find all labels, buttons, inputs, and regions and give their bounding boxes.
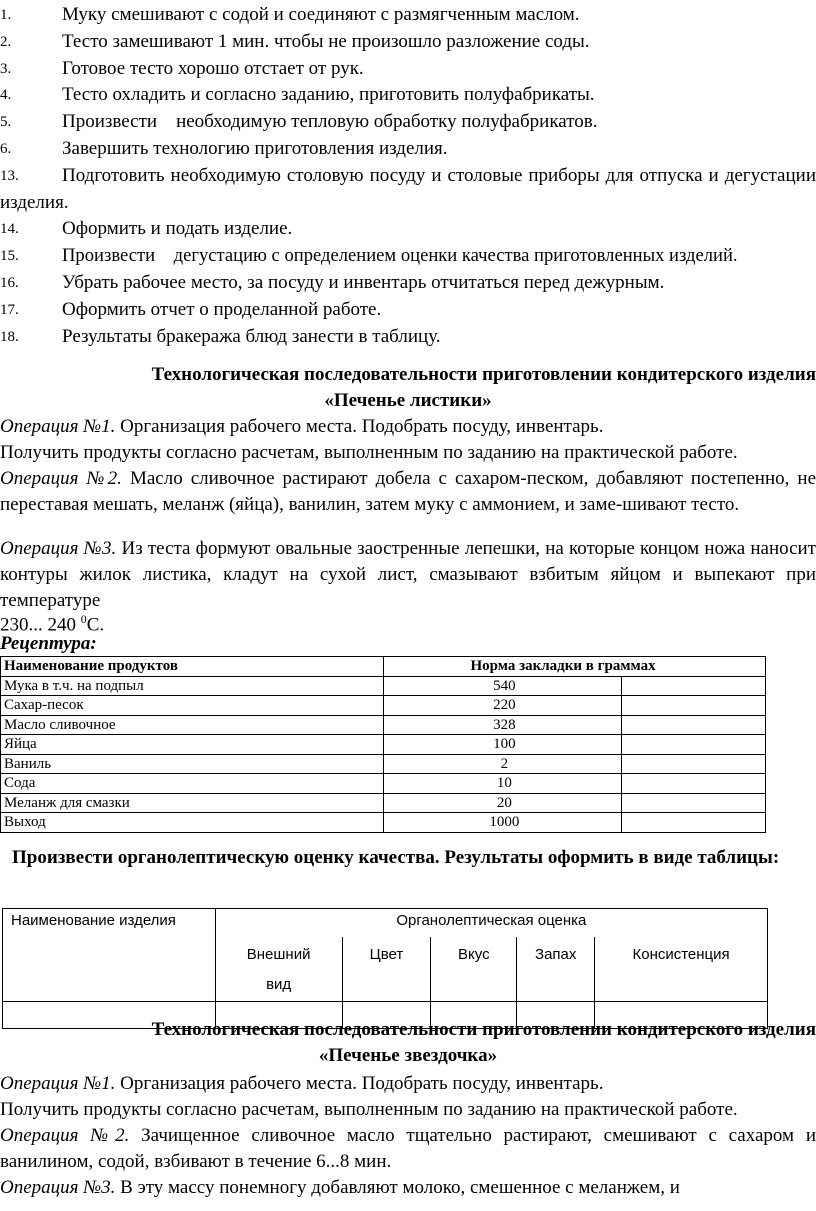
empty-cell — [622, 754, 766, 774]
amount-cell: 100 — [384, 735, 622, 755]
operation-label: Операция №1. — [0, 416, 116, 437]
product-cell: Яйца — [1, 735, 384, 755]
table-row — [1, 715, 766, 735]
step-text: Оформить и подать изделие. — [62, 218, 293, 240]
amount-cell: 1000 — [384, 813, 622, 833]
amount-cell: 328 — [384, 715, 622, 735]
table-row — [1, 774, 766, 794]
list-item — [0, 270, 816, 297]
subheader-appearance — [215, 937, 342, 1002]
step-number: 18. — [0, 328, 19, 345]
header-norm: Норма закладки в граммах — [384, 657, 766, 677]
step-text: Произвести дегустацию с определением оценки качества приготовленных изделий. — [62, 245, 738, 267]
header-product: Наименование продуктов — [1, 657, 384, 677]
step-text: Муку смешивают с содой и соединяют с размягченным маслом. — [62, 4, 580, 25]
evaluation-table — [2, 908, 768, 1029]
step-number: 1. — [0, 7, 12, 23]
step-number: 6. — [0, 140, 12, 157]
product-cell: Мука в т.ч. на подпыл — [1, 676, 384, 696]
empty-cell — [622, 715, 766, 735]
list-item — [0, 163, 816, 217]
empty-cell — [622, 793, 766, 813]
header-product-name: Наименование изделия — [3, 909, 216, 1002]
product-cell: Меланж для смазки — [1, 793, 384, 813]
product-cell: Ваниль — [1, 754, 384, 774]
amount-cell: 220 — [384, 696, 622, 716]
subheader-taste: Вкус — [431, 937, 517, 1002]
subheader-consistency: Консистенция — [595, 937, 768, 1002]
operation-1 — [0, 414, 816, 440]
step-number: 2. — [0, 33, 12, 50]
table-header-row — [1, 657, 766, 677]
operation-text: Организация рабочего места. Подобрать посуду, инвентарь. — [115, 416, 604, 437]
step-number: 5. — [0, 114, 12, 131]
amount-cell: 20 — [384, 793, 622, 813]
empty-cell — [622, 696, 766, 716]
section2-subtitle: «Печенье звездочка» — [318, 1045, 498, 1066]
step-number: 4. — [0, 87, 12, 104]
product-cell: Сода — [1, 774, 384, 794]
step-text: Готовое тесто хорошо отстает от рук. — [62, 57, 364, 79]
step-text: Завершить технологию приготовления изделия. — [62, 137, 448, 159]
amount-cell: 540 — [384, 676, 622, 696]
list-item — [0, 109, 816, 136]
operation-label: Операция №2. — [0, 468, 122, 489]
empty-cell — [622, 676, 766, 696]
steps-list — [0, 2, 816, 350]
product-cell: Выход — [1, 813, 384, 833]
subheader-smell: Запах — [517, 937, 595, 1002]
operation-label: Операция №2. — [0, 1125, 130, 1146]
operation-2 — [0, 1123, 816, 1175]
appearance-line-1: Внешний — [246, 946, 311, 963]
section1-subtitle: «Печенье листики» — [324, 390, 492, 411]
list-item — [0, 324, 816, 351]
step-text: Результаты бракеража блюд занести в таблицу. — [62, 325, 441, 347]
header-organoleptic: Органолептическая оценка — [215, 909, 767, 938]
table-row — [1, 813, 766, 833]
operation-text: Организация рабочего места. Подобрать посуду, инвентарь. — [115, 1073, 604, 1094]
section1-title: Технологическая последовательности приготовлении кондитерского изделия — [151, 364, 816, 385]
operation-text: Зачищенное сливочное масло тщательно растирают, смешивают с сахаром и ванилином, содой, взбивают в течение 6...8 мин. — [0, 1125, 816, 1172]
list-item — [0, 297, 816, 324]
table-header-row — [3, 909, 768, 938]
section2-title: Технологическая последовательности приготовлении кондитерского изделия — [151, 1019, 816, 1040]
step-number: 15. — [0, 248, 19, 265]
list-item — [0, 243, 816, 270]
evaluation-instruction: Произвести органолептическую оценку качества. Результаты оформить в виде таблицы: — [12, 847, 780, 868]
product-cell: Масло сливочное — [1, 715, 384, 735]
step-text: Тесто замешивают 1 мин. чтобы не произошло разложение соды. — [62, 30, 590, 52]
table-row — [1, 735, 766, 755]
step-text: Тесто охладить и согласно заданию, приготовить полуфабрикаты. — [62, 84, 595, 106]
amount-cell: 10 — [384, 774, 622, 794]
list-item — [0, 82, 816, 109]
list-item — [0, 29, 816, 56]
table-row — [1, 754, 766, 774]
step-text: Произвести необходимую тепловую обработку полуфабрикатов. — [62, 111, 598, 133]
temperature-unit: С. — [86, 614, 105, 636]
operation-1-continued: Получить продукты согласно расчетам, выполненным по заданию на практической работе. — [0, 442, 738, 463]
step-text: Убрать рабочее место, за посуду и инвентарь отчитаться перед дежурным. — [62, 271, 665, 293]
operation-label: Операция №3. — [0, 1177, 116, 1198]
step-number: 16. — [0, 274, 19, 291]
step-text: Подготовить необходимую столовую посуду и столовые приборы для отпуска и дегустации изделия. — [0, 164, 816, 213]
appearance-line-2: вид — [266, 976, 292, 993]
operation-text: Из теста формуют овальные заостренные лепешки, на которые концом ножа наносит контуры жилок листика, кладут на сухой лист, смазывают взбитым яйцом и выпекают при температуре — [0, 538, 816, 611]
temperature-value: 230... 240 — [0, 614, 81, 636]
list-item — [0, 2, 816, 29]
list-item — [0, 56, 816, 83]
operation-label: Операция №1. — [0, 1073, 116, 1094]
operation-1 — [0, 1071, 816, 1097]
table-row — [1, 793, 766, 813]
operation-text: В эту массу понемногу добавляют молоко, смешенное с меланжем, и — [115, 1177, 680, 1198]
list-item — [0, 136, 816, 163]
recipe-label: Рецептура: — [0, 633, 97, 654]
operation-3 — [0, 1175, 816, 1201]
table-row — [1, 676, 766, 696]
step-number: 3. — [0, 60, 12, 77]
operation-1-continued: Получить продукты согласно расчетам, выполненным по заданию на практической работе. — [0, 1099, 738, 1120]
product-cell: Сахар-песок — [1, 696, 384, 716]
table-row — [1, 696, 766, 716]
empty-cell — [622, 774, 766, 794]
step-number: 17. — [0, 301, 19, 318]
empty-cell — [622, 813, 766, 833]
operation-label: Операция №3. — [0, 538, 117, 559]
subheader-color: Цвет — [342, 937, 431, 1002]
recipe-table — [0, 656, 766, 833]
operation-2 — [0, 466, 816, 518]
temperature-degree: 0 — [80, 612, 87, 626]
list-item — [0, 216, 816, 243]
step-number: 13. — [0, 167, 19, 184]
empty-cell — [622, 735, 766, 755]
step-number: 14. — [0, 221, 19, 238]
operation-3 — [0, 536, 816, 614]
amount-cell: 2 — [384, 754, 622, 774]
step-text: Оформить отчет о проделанной работе. — [62, 298, 382, 320]
operation-text: Масло сливочное растирают добела с сахаром-песком, добавляют постепенно, не переставая мешать, меланж (яйца), ванилин, затем муку с аммонием, и заме-шивают тесто. — [0, 468, 816, 515]
